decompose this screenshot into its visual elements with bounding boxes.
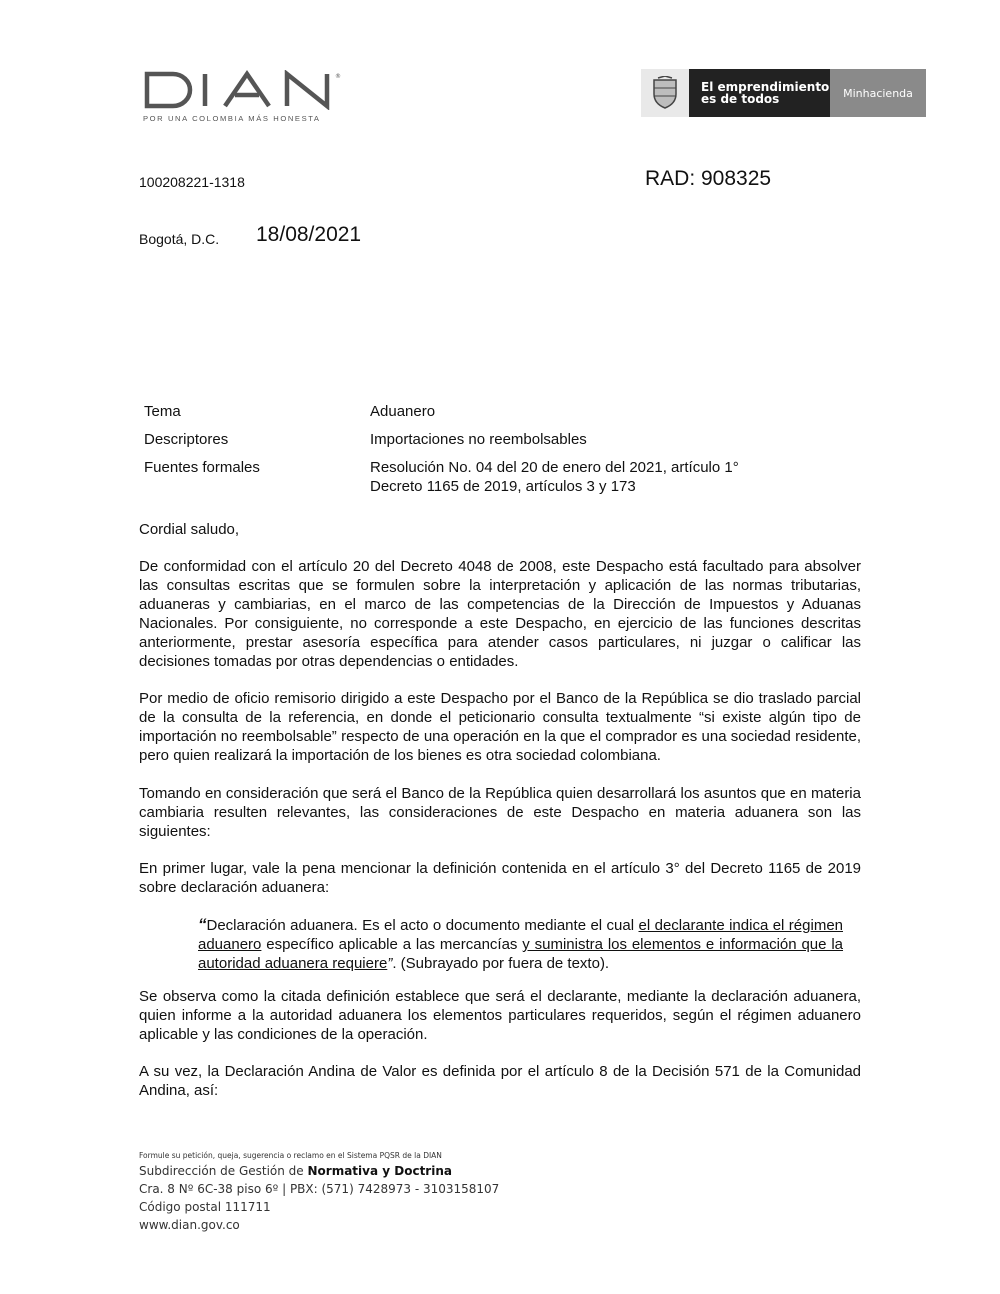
info-value: Aduanero	[370, 403, 436, 420]
dian-logo	[143, 70, 353, 126]
footer-address: Cra. 8 Nº 6C-38 piso 6º | PBX: (571) 7428973 - 3103158107	[139, 1182, 500, 1196]
dian-logo-mark	[143, 70, 343, 110]
footer-postal-code: Código postal 111711	[139, 1200, 271, 1214]
info-label: Descriptores	[144, 431, 229, 448]
footer	[139, 1150, 499, 1234]
quote-note: . (Subrayado por fuera de texto).	[392, 955, 610, 972]
paragraph-3: Tomando en consideración que será el Banco de la República quien desarrollará los asuntos que en materia cambiaria resulten relevantes, las consideraciones de este Despacho en materia aduanera son las siguientes:	[139, 785, 861, 840]
banner-slogan	[689, 69, 830, 117]
coat-of-arms-icon	[641, 69, 689, 117]
info-value-2: Decreto 1165 de 2019, artículos 3 y 173	[370, 478, 636, 495]
footer-office-prefix: Subdirección de Gestión de	[139, 1164, 308, 1178]
paragraph-1: De conformidad con el artículo 20 del Decreto 4048 de 2008, este Despacho está facultado para absolver las consultas escritas que se formulen sobre la interpretación y aplicación de las normas tributarias, aduaneras y cambiarias, en el marco de las competencias de la Dirección de Impuestos y Aduanas Nacionales. Por consiguiente, no corresponde a este Despacho, en ejercicio de las funciones descritas anteriormente, prestar asesoría específica para atender casos particulares, ni juzgar o calificar las decisiones tomadas por otras dependencias o entidades.	[139, 558, 861, 670]
svg-text:®: ®	[335, 73, 341, 80]
quote-close-mark: ”	[387, 955, 393, 972]
quote-underlined-2: y suministra los elementos e información que la autoridad aduanera requiere	[198, 936, 844, 972]
government-banner	[641, 69, 926, 117]
info-label: Tema	[144, 403, 181, 420]
quote-text-1: Declaración aduanera. Es el acto o documento mediante el cual	[206, 917, 639, 934]
greeting: Cordial saludo,	[139, 521, 240, 538]
footer-notice: Formule su petición, queja, sugerencia o reclamo en el Sistema PQSR de la DIAN	[139, 1151, 442, 1160]
paragraph-5: Se observa como la citada definición establece que será el declarante, mediante la declaración aduanera, quien informe a la autoridad aduanera los elementos particulares requeridos, según el régimen aduanero aplicable y las condiciones de la operación.	[139, 988, 861, 1043]
document-date: 18/08/2021	[256, 223, 362, 246]
banner-ministry: Minhacienda	[830, 69, 926, 117]
info-label: Fuentes formales	[144, 459, 260, 476]
city: Bogotá, D.C.	[139, 231, 220, 247]
rad-number: RAD: 908325	[645, 167, 772, 190]
banner-slogan-line1: El emprendimiento	[701, 80, 830, 94]
quoted-definition	[198, 915, 843, 973]
info-value: Resolución No. 04 del 20 de enero del 2021, artículo 1°	[370, 459, 739, 476]
quote-text-2: específico aplicable a las mercancías	[261, 936, 523, 953]
info-value: Importaciones no reembolsables	[370, 431, 587, 448]
paragraph-2: Por medio de oficio remisorio dirigido a este Despacho por el Banco de la República se dio traslado parcial de la consulta de la referencia, en donde el peticionario consulta textualmente “si existe algún tipo de importación no reembolsable” respecto de una operación en la que el comprador es una sociedad residente, pero quien realizará la importación de los bienes es otra sociedad colombiana.	[139, 690, 861, 764]
banner-slogan-line2: es de todos	[701, 92, 780, 106]
paragraph-6: A su vez, la Declaración Andina de Valor es definida por el artículo 8 de la Decisión 571 de la Comunidad Andina, así:	[139, 1063, 861, 1099]
footer-website-link[interactable]: www.dian.gov.co	[139, 1218, 240, 1232]
quote-open-mark: “	[198, 915, 207, 934]
footer-office	[139, 1162, 499, 1180]
paragraph-4: En primer lugar, vale la pena mencionar la definición contenida en el artículo 3° del Decreto 1165 de 2019 sobre declaración aduanera:	[139, 860, 861, 896]
reference-number: 100208221-1318	[139, 174, 245, 190]
dian-tagline: POR UNA COLOMBIA MÁS HONESTA	[143, 114, 321, 123]
footer-office-name: Normativa y Doctrina	[307, 1164, 452, 1178]
quote-underlined-1: el declarante indica el régimen aduanero	[198, 917, 843, 953]
